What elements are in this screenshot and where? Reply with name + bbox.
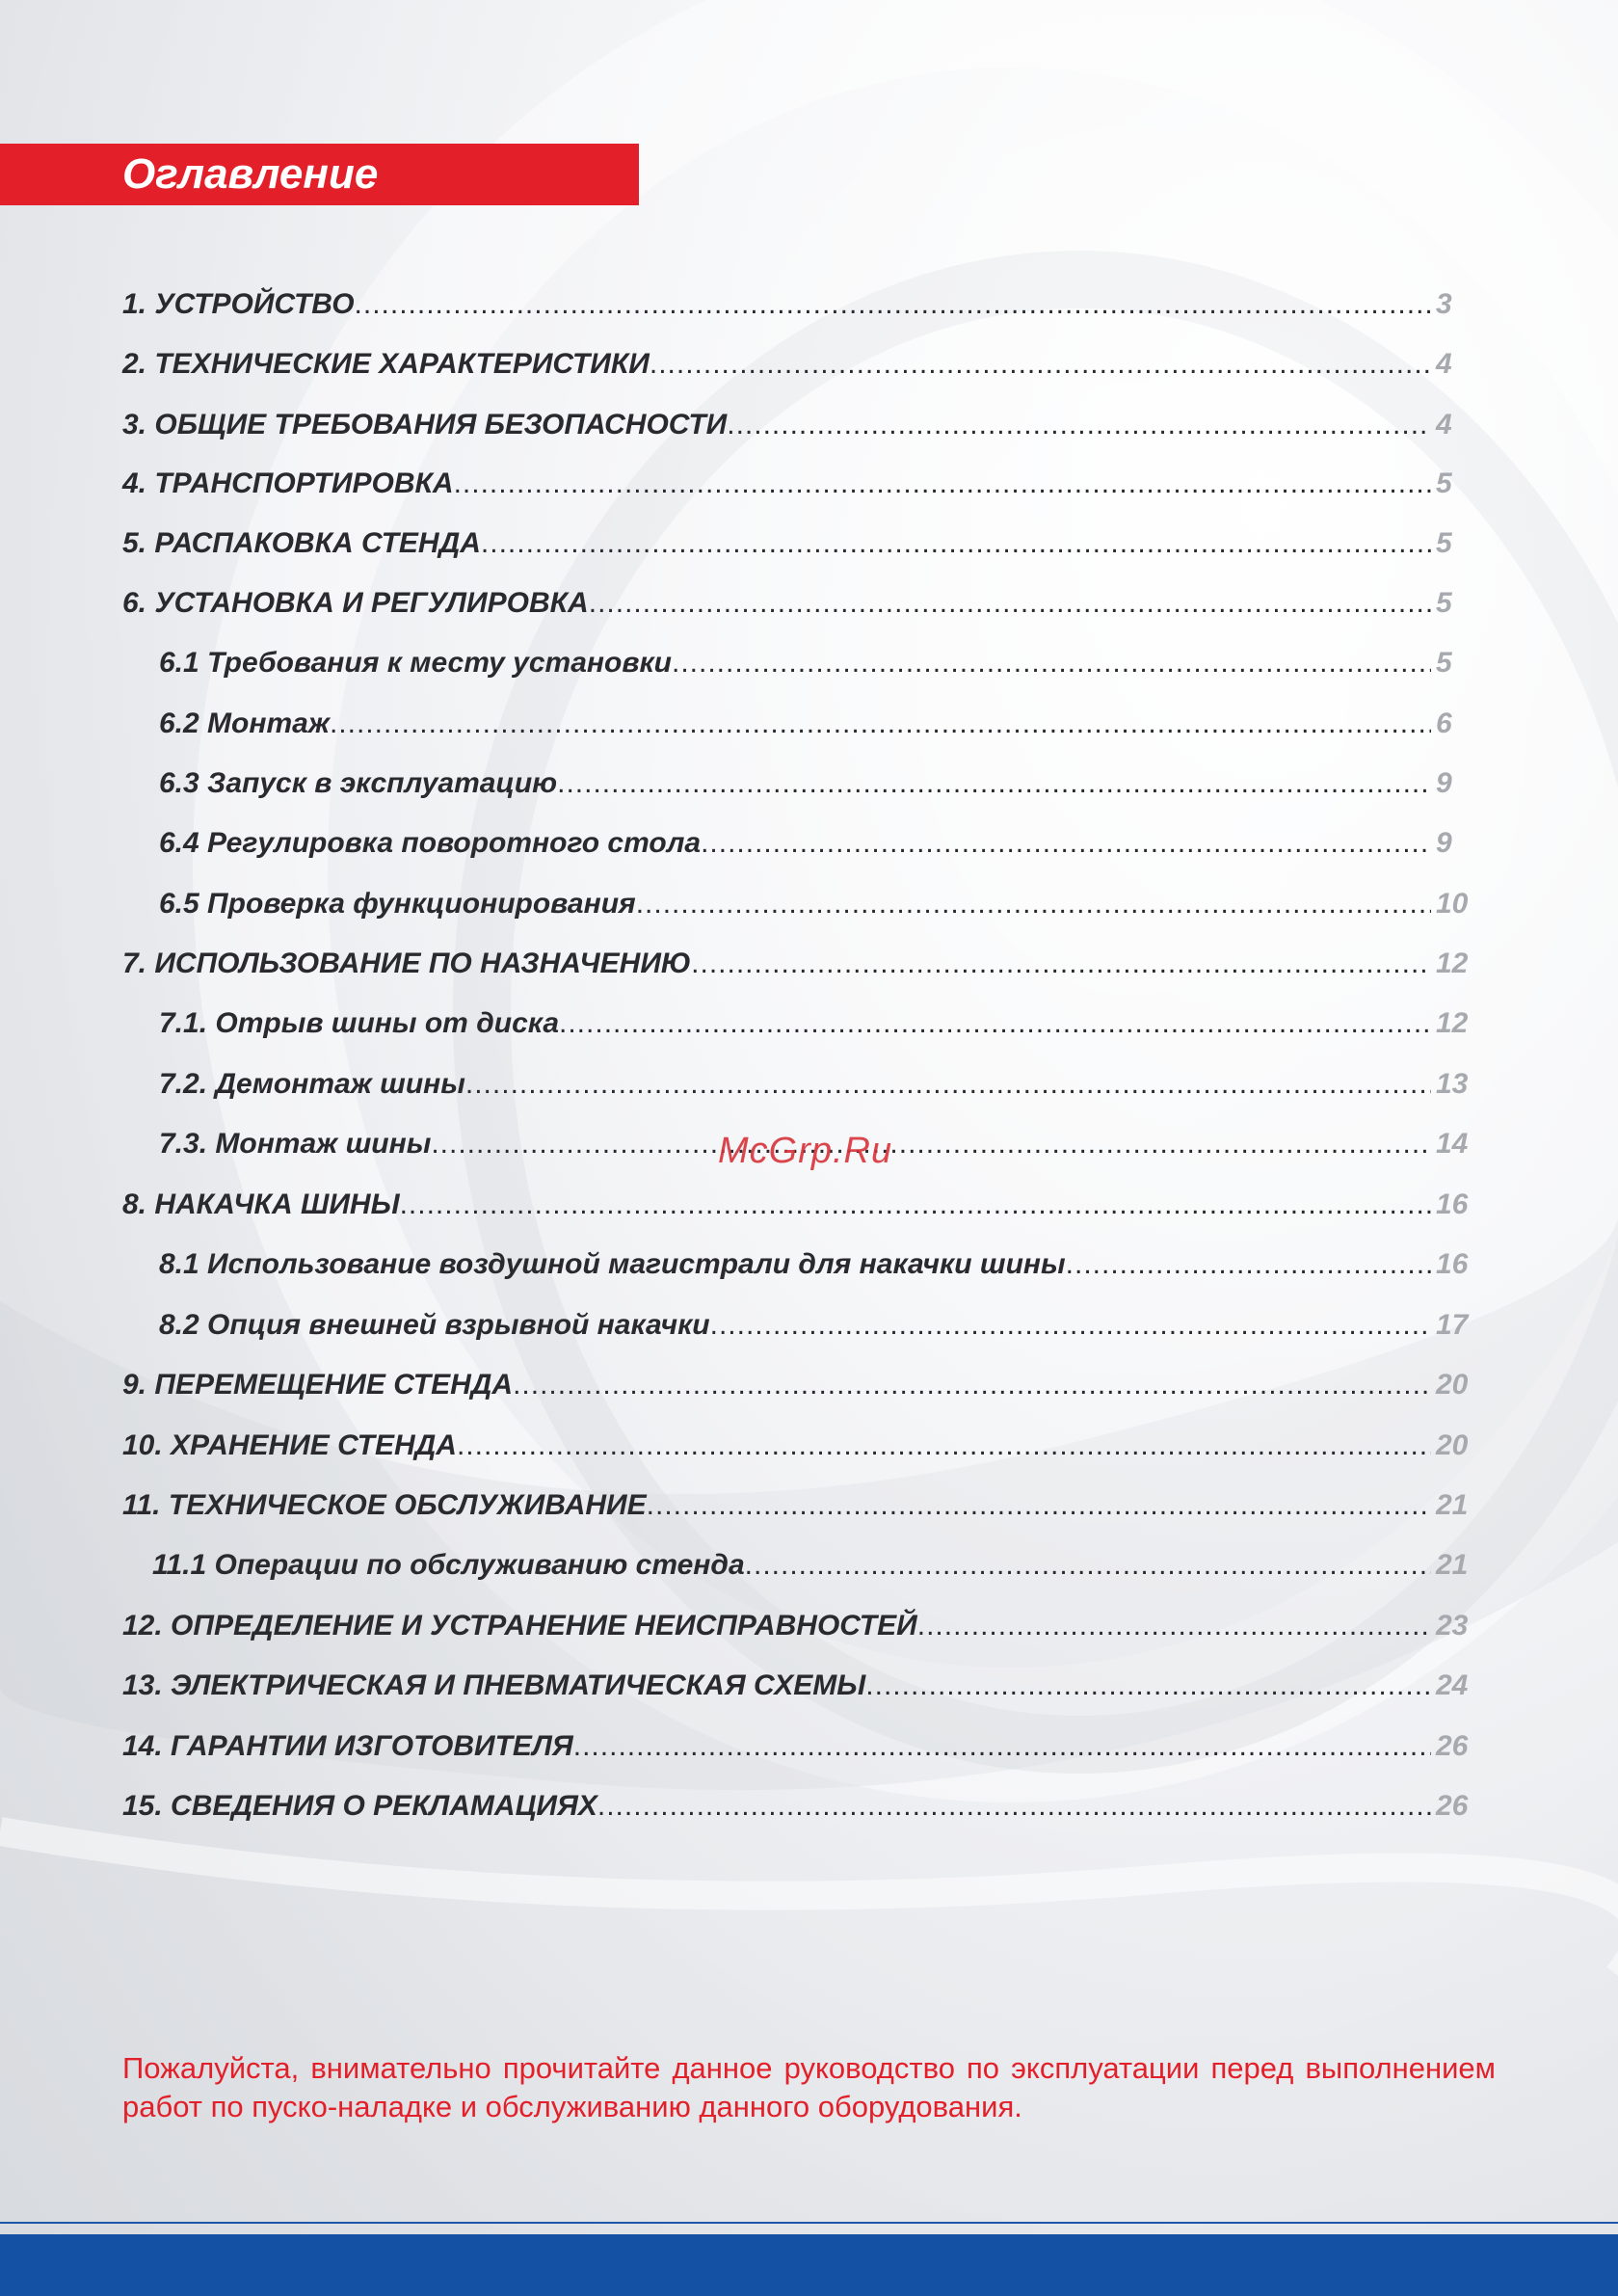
toc-entry-label: 6.4 Регулировка поворотного стола	[159, 827, 702, 859]
toc-entry-label: 8.2 Опция внешней взрывной накачки	[159, 1309, 710, 1341]
toc-entry-7-1[interactable]	[159, 1004, 1431, 1043]
toc-entry-label: 5. РАСПАКОВКА СТЕНДА	[122, 527, 481, 559]
toc-leader-dots	[573, 1727, 1431, 1766]
toc-page-number: 20	[1436, 1429, 1469, 1461]
toc-page-number: 5	[1436, 527, 1452, 559]
toc-entry-label: 6.3 Запуск в эксплуатацию	[159, 767, 558, 799]
toc-leader-dots	[559, 1004, 1431, 1043]
toc-entry-7[interactable]	[122, 945, 1431, 983]
page-title: Оглавление	[122, 150, 379, 198]
toc-entry-9[interactable]	[122, 1366, 1431, 1404]
toc-entry-label: 7.3. Монтаж шины	[159, 1128, 432, 1160]
toc-leader-dots	[481, 524, 1431, 563]
footer-bar	[0, 2234, 1618, 2296]
toc-entry-6-4[interactable]	[159, 824, 1431, 863]
toc-entry-15[interactable]	[122, 1787, 1431, 1826]
toc-leader-dots	[672, 644, 1431, 682]
toc-leader-dots	[1066, 1245, 1431, 1284]
toc-leader-dots	[710, 1306, 1431, 1345]
footer-divider	[0, 2222, 1618, 2224]
toc-entry-4[interactable]	[122, 465, 1431, 503]
toc-page-number: 4	[1436, 409, 1452, 441]
toc-leader-dots	[917, 1607, 1431, 1645]
toc-entry-14[interactable]	[122, 1727, 1431, 1766]
toc-page-number: 12	[1436, 948, 1469, 979]
toc-leader-dots	[745, 1546, 1431, 1585]
toc-leader-dots	[701, 824, 1431, 863]
toc-page-number: 10	[1436, 888, 1469, 920]
toc-entry-label: 6.2 Монтаж	[159, 707, 330, 739]
toc-entry-7-2[interactable]	[159, 1065, 1431, 1104]
toc-page-number: 6	[1436, 707, 1452, 739]
toc-page-number: 5	[1436, 467, 1452, 499]
toc-entry-6-1[interactable]	[159, 644, 1431, 682]
toc-entry-label: 11.1 Операции по обслуживанию стенда	[152, 1549, 745, 1581]
toc-leader-dots	[330, 705, 1431, 743]
toc-entry-8[interactable]	[122, 1186, 1431, 1224]
toc-entry-6-2[interactable]	[159, 705, 1431, 743]
toc-entry-1[interactable]	[122, 285, 1431, 324]
toc-entry-label: 4. ТРАНСПОРТИРОВКА	[122, 467, 454, 499]
toc-page-number: 12	[1436, 1007, 1469, 1039]
toc-entry-label: 10. ХРАНЕНИЕ СТЕНДА	[122, 1429, 457, 1461]
toc-page-number: 13	[1436, 1068, 1469, 1100]
toc-entry-3[interactable]	[122, 406, 1431, 444]
toc-leader-dots	[636, 885, 1431, 923]
toc-page-number: 3	[1436, 288, 1452, 320]
toc-entry-label: 2. ТЕХНИЧЕСКИЕ ХАРАКТЕРИСТИКИ	[122, 348, 650, 380]
reading-notice: Пожалуйста, внимательно прочитайте данное руководство по эксплуатации перед выполнением работ по пуско-наладке и обслуживанию данного оборудования.	[122, 2051, 1496, 2123]
toc-leader-dots	[431, 1125, 1431, 1163]
toc-entry-11[interactable]	[122, 1486, 1431, 1525]
toc-page-number: 26	[1436, 1790, 1469, 1822]
toc-leader-dots	[400, 1186, 1431, 1224]
toc-entry-10[interactable]	[122, 1427, 1431, 1465]
toc-entry-label: 6.5 Проверка функционирования	[159, 888, 636, 920]
toc-entry-label: 15. СВЕДЕНИЯ О РЕКЛАМАЦИЯХ	[122, 1790, 597, 1822]
toc-leader-dots	[650, 345, 1431, 384]
toc-entry-label: 1. УСТРОЙСТВО	[122, 288, 355, 320]
toc-page-number: 26	[1436, 1730, 1469, 1762]
toc-leader-dots	[465, 1065, 1431, 1104]
toc-entry-5[interactable]	[122, 524, 1431, 563]
toc-leader-dots	[647, 1486, 1431, 1525]
toc-entry-label: 11. ТЕХНИЧЕСКОЕ ОБСЛУЖИВАНИЕ	[122, 1489, 647, 1521]
toc-entry-label: 12. ОПРЕДЕЛЕНИЕ И УСТРАНЕНИЕ НЕИСПРАВНОСТЕЙ	[122, 1610, 917, 1642]
toc-leader-dots	[865, 1667, 1431, 1705]
toc-leader-dots	[457, 1427, 1431, 1465]
toc-entry-label: 13. ЭЛЕКТРИЧЕСКАЯ И ПНЕВМАТИЧЕСКАЯ СХЕМЫ	[122, 1669, 866, 1701]
toc-entry-label: 6.1 Требования к месту установки	[159, 647, 672, 679]
toc-entry-8-2[interactable]	[159, 1306, 1431, 1345]
toc-page-number: 17	[1436, 1309, 1469, 1341]
toc-page-number: 23	[1436, 1610, 1469, 1642]
toc-entry-2[interactable]	[122, 345, 1431, 384]
toc-leader-dots	[691, 945, 1431, 983]
toc-page-number: 5	[1436, 647, 1452, 679]
toc-entry-13[interactable]	[122, 1667, 1431, 1705]
toc-entry-label: 9. ПЕРЕМЕЩЕНИЕ СТЕНДА	[122, 1369, 514, 1401]
toc-entry-label: 3. ОБЩИЕ ТРЕБОВАНИЯ БЕЗОПАСНОСТИ	[122, 409, 728, 441]
toc-entry-label: 8. НАКАЧКА ШИНЫ	[122, 1188, 400, 1220]
toc-page-number: 21	[1436, 1489, 1469, 1521]
toc-page-number: 4	[1436, 348, 1452, 380]
toc-leader-dots	[589, 584, 1431, 623]
toc-page-number: 16	[1436, 1248, 1469, 1280]
toc-entry-label: 7.2. Демонтаж шины	[159, 1068, 465, 1100]
toc-page-number: 5	[1436, 587, 1452, 619]
toc-entry-label: 7. ИСПОЛЬЗОВАНИЕ ПО НАЗНАЧЕНИЮ	[122, 948, 692, 979]
toc-leader-dots	[355, 285, 1431, 324]
toc-page-number: 24	[1436, 1669, 1469, 1701]
toc-entry-8-1[interactable]	[159, 1245, 1431, 1284]
toc-entry-label: 7.1. Отрыв шины от диска	[159, 1007, 560, 1039]
toc-leader-dots	[513, 1366, 1431, 1404]
toc-leader-dots	[597, 1787, 1431, 1826]
toc-entry-6-3[interactable]	[159, 764, 1431, 803]
toc-page-number: 16	[1436, 1188, 1469, 1220]
toc-leader-dots	[454, 465, 1431, 503]
toc-entry-label: 8.1 Использование воздушной магистрали для накачки шины	[159, 1248, 1066, 1280]
toc-leader-dots	[557, 764, 1431, 803]
toc-entry-12[interactable]	[122, 1607, 1431, 1645]
toc-page-number: 9	[1436, 767, 1452, 799]
watermark: McGrp.Ru	[718, 1131, 893, 1171]
toc-leader-dots	[727, 406, 1431, 444]
toc-entry-label: 6. УСТАНОВКА И РЕГУЛИРОВКА	[122, 587, 589, 619]
toc-page-number: 9	[1436, 827, 1452, 859]
toc-entry-6[interactable]	[122, 584, 1431, 623]
toc-entry-6-5[interactable]	[159, 885, 1431, 923]
toc-page-number: 21	[1436, 1549, 1469, 1581]
toc-entry-11-1[interactable]	[152, 1546, 1431, 1585]
toc-entry-label: 14. ГАРАНТИИ ИЗГОТОВИТЕЛЯ	[122, 1730, 573, 1762]
toc-page-number: 20	[1436, 1369, 1469, 1401]
toc-page-number: 14	[1436, 1128, 1469, 1160]
